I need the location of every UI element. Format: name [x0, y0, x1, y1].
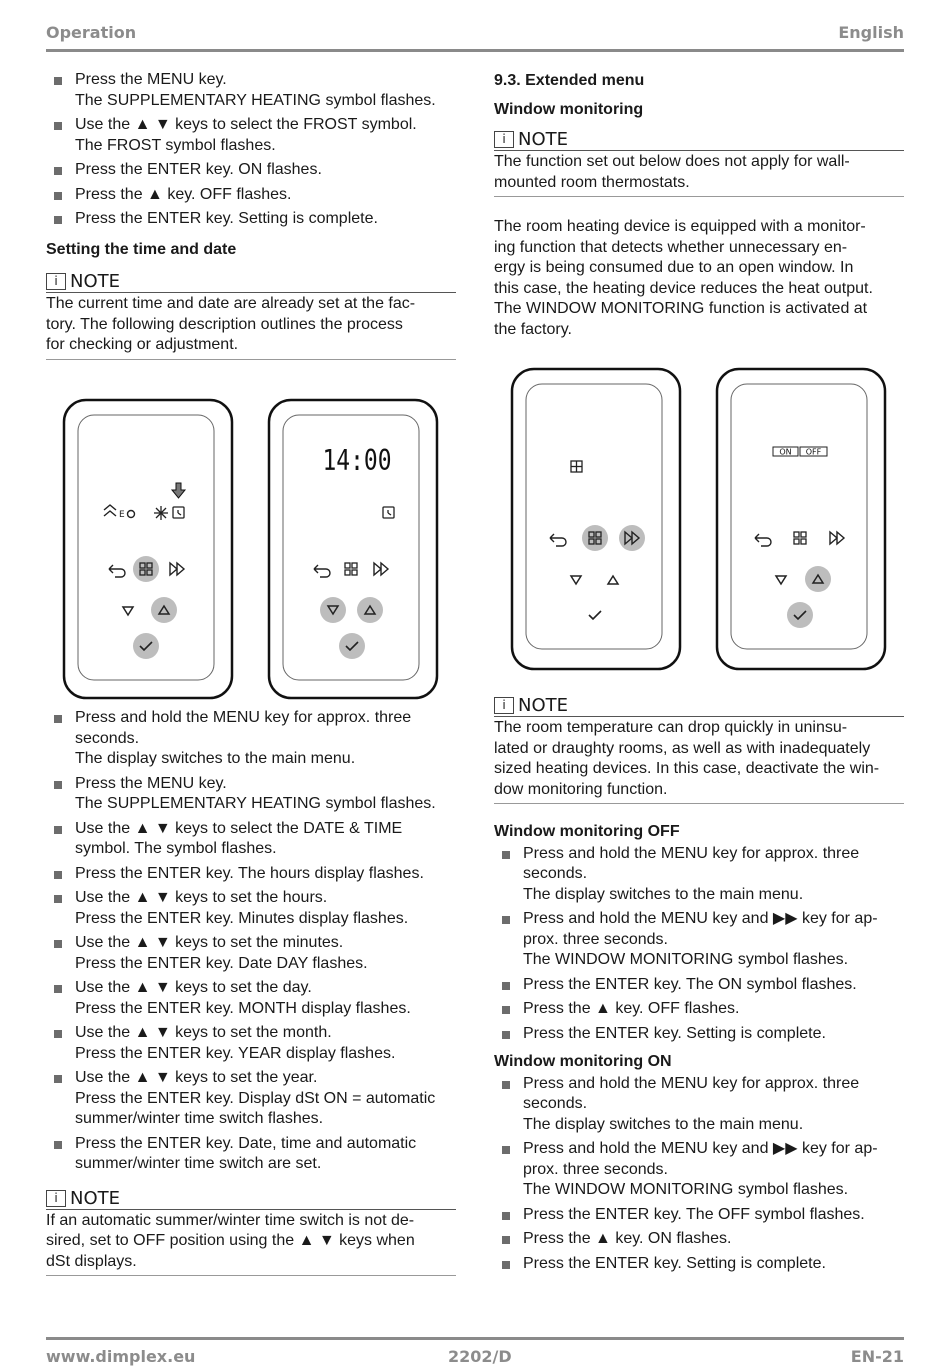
header-section: Operation: [46, 23, 137, 42]
step-item: [46, 1023, 456, 1064]
on-step-list: [494, 1074, 904, 1275]
header-language: English: [838, 23, 904, 42]
step-text-line: Press the ENTER key. MONTH display flashes.: [75, 999, 411, 1017]
up-button-pressed[interactable]: [357, 597, 383, 623]
step-text-line: The FROST symbol flashes.: [75, 136, 276, 154]
footer-page-number: EN-21: [850, 1347, 904, 1366]
text-line: for checking or adjustment.: [46, 336, 239, 353]
note-header: [494, 128, 904, 151]
footer-website: www.dimplex.eu: [46, 1347, 196, 1366]
step-item: [46, 1068, 456, 1130]
step-text-line: Press the ▲ key. OFF flashes.: [523, 1000, 740, 1017]
step-item: [46, 160, 456, 181]
step-item: [494, 1205, 904, 1226]
step-text-line: Press and hold the MENU key and ▶▶ key for ap-: [523, 1140, 878, 1157]
step-text-line: Press and hold the MENU key for approx. three: [523, 1074, 860, 1092]
on-off-indicator: [773, 447, 827, 457]
text-line: dow monitoring function.: [494, 780, 668, 798]
frost-step-list: [46, 70, 456, 230]
text-line: ergy is being consumed due to an open window. In: [494, 259, 854, 276]
note-title: NOTE: [70, 1187, 121, 1209]
step-item: [46, 209, 456, 230]
step-text-line: Press the ENTER key. Setting is complete.: [523, 1254, 826, 1272]
text-line: sired, set to OFF position using the ▲ ▼ keys when: [46, 1232, 415, 1249]
step-item: [46, 115, 456, 156]
step-text-line: Press the ENTER key. ON flashes.: [75, 161, 322, 178]
step-item: [46, 978, 456, 1019]
step-text-line: summer/winter time switch flashes.: [75, 1110, 324, 1127]
svg-text:E: E: [119, 510, 125, 520]
step-item: [494, 975, 904, 996]
step-text-line: Press and hold the MENU key for approx. three: [75, 709, 412, 726]
footer-doc-code: 2202/D: [448, 1347, 512, 1366]
step-item: [46, 819, 456, 860]
menu-button-pressed[interactable]: [133, 556, 159, 582]
note-header: [494, 694, 904, 717]
step-text-line: Press the ENTER key. YEAR display flashes.: [75, 1044, 396, 1062]
step-text-line: The WINDOW MONITORING symbol flashes.: [523, 951, 849, 968]
note-box: [46, 270, 456, 360]
step-text-line: Press the ENTER key. The hours display flashes.: [75, 864, 424, 882]
step-item: [494, 1229, 904, 1250]
frost-icon: [154, 506, 168, 520]
note-header: [46, 270, 456, 293]
note-title: NOTE: [518, 129, 569, 150]
window-monitoring-off-heading: Window monitoring OFF: [494, 823, 680, 840]
step-text-line: prox. three seconds.: [523, 1160, 668, 1178]
text-line: tory. The following description outlines the process: [46, 315, 403, 333]
note-header: [46, 1187, 456, 1210]
note-text: [494, 717, 904, 804]
on-label: ON: [779, 447, 792, 457]
step-text-line: seconds.: [523, 1095, 588, 1112]
window-monitoring-on-heading: Window monitoring ON: [494, 1053, 672, 1070]
thermostat-panel-window-symbol: [510, 367, 682, 671]
text-line: dSt displays.: [46, 1252, 137, 1270]
step-text-line: The WINDOW MONITORING symbol flashes.: [523, 1181, 849, 1198]
step-text-line: seconds.: [75, 729, 140, 747]
step-text-line: Press the ENTER key. Minutes display flashes.: [75, 909, 409, 927]
step-text-line: Press the MENU key.: [75, 71, 227, 88]
text-line: The current time and date are already set at the fac-: [46, 295, 416, 312]
text-line: mounted room thermostats.: [494, 173, 690, 191]
up-button-pressed[interactable]: [805, 566, 831, 592]
step-text-line: Use the ▲ ▼ keys to set the day.: [75, 979, 312, 996]
step-text-line: Press the ▲ key. ON flashes.: [523, 1230, 732, 1247]
text-line: The room temperature can drop quickly in uninsu-: [494, 719, 848, 736]
down-button-pressed[interactable]: [320, 597, 346, 623]
step-text-line: Use the ▲ ▼ keys to select the FROST symbol.: [75, 116, 417, 133]
step-item: [46, 70, 456, 111]
step-text-line: seconds.: [523, 865, 588, 882]
text-line: sized heating devices. In this case, deactivate the win-: [494, 760, 880, 777]
step-text-line: The display switches to the main menu.: [523, 885, 804, 903]
thermostat-panel-time: [267, 398, 439, 700]
thermostat-panel-on-off: [715, 367, 887, 671]
step-text-line: Press the ENTER key. Setting is complete.: [523, 1024, 826, 1042]
step-item: [494, 1074, 904, 1136]
off-label: OFF: [805, 447, 822, 457]
step-item: [46, 708, 456, 770]
time-date-heading: Setting the time and date: [46, 240, 237, 258]
time-display: 14:00: [322, 444, 392, 478]
text-line: The function set out below does not apply for wall-: [494, 153, 850, 170]
note-title: NOTE: [518, 695, 569, 716]
enter-button-pressed[interactable]: [133, 633, 159, 659]
step-text-line: prox. three seconds.: [523, 930, 668, 948]
step-text-line: Press the ENTER key. Display dSt ON = automatic: [75, 1089, 436, 1107]
info-icon: i: [494, 697, 514, 714]
step-text-line: Press the ▲ key. OFF flashes.: [75, 185, 292, 203]
page-footer: [46, 1337, 904, 1369]
step-item: [494, 1024, 904, 1045]
page-header: [46, 22, 904, 52]
step-text-line: Use the ▲ ▼ keys to set the month.: [75, 1024, 332, 1041]
enter-button-pressed[interactable]: [787, 602, 813, 628]
step-item: [46, 185, 456, 206]
text-line: lated or draughty rooms, as well as with inadequately: [494, 739, 871, 757]
text-line: If an automatic summer/winter time switch is not de-: [46, 1211, 415, 1229]
step-item: [46, 864, 456, 885]
step-item: [494, 999, 904, 1020]
step-item: [46, 774, 456, 815]
step-text-line: Use the ▲ ▼ keys to set the hours.: [75, 889, 328, 906]
step-text-line: Press the ENTER key. Date, time and automatic: [75, 1134, 417, 1152]
step-text-line: symbol. The symbol flashes.: [75, 840, 277, 857]
thermostat-panel-main-menu: [62, 398, 234, 700]
step-text-line: Press the ENTER key. Setting is complete.: [75, 210, 378, 227]
step-text-line: Use the ▲ ▼ keys to select the DATE & TIME: [75, 819, 403, 837]
note-text: [46, 1210, 456, 1277]
step-text-line: Press the ENTER key. Date DAY flashes.: [75, 954, 368, 972]
right-column-top: [494, 70, 904, 340]
note-text: [46, 293, 456, 360]
step-text-line: Press and hold the MENU key for approx. three: [523, 844, 860, 862]
note-box: [46, 1187, 456, 1277]
step-item: [494, 1254, 904, 1275]
step-text-line: Press the ENTER key. The OFF symbol flashes.: [523, 1205, 865, 1223]
step-item: [46, 888, 456, 929]
step-text-line: The display switches to the main menu.: [75, 750, 356, 767]
note-box: [494, 128, 904, 197]
step-text-line: The display switches to the main menu.: [523, 1115, 804, 1133]
section-heading: 9.3. Extended menu: [494, 72, 645, 89]
info-icon: i: [46, 273, 66, 290]
step-text-line: Press the ENTER key. The ON symbol flashes.: [523, 975, 857, 993]
enter-button-pressed[interactable]: [339, 633, 365, 659]
step-text-line: The SUPPLEMENTARY HEATING symbol flashes.: [75, 795, 436, 812]
step-item: [46, 1134, 456, 1175]
step-text-line: Press and hold the MENU key and ▶▶ key for ap-: [523, 910, 878, 927]
step-text-line: Press the MENU key.: [75, 774, 227, 792]
note-box: [494, 694, 904, 804]
text-line: The WINDOW MONITORING function is activated at: [494, 300, 868, 317]
text-line: ing function that detects whether unnecessary en-: [494, 238, 848, 256]
left-column-bottom: [46, 708, 456, 1276]
step-item: [494, 909, 904, 971]
window-monitoring-heading: Window monitoring: [494, 100, 644, 118]
note-text: [494, 151, 904, 197]
step-text-line: summer/winter time switch are set.: [75, 1155, 322, 1172]
text-line: the factory.: [494, 320, 572, 338]
info-icon: i: [46, 1190, 66, 1207]
step-text-line: The SUPPLEMENTARY HEATING symbol flashes.: [75, 91, 436, 109]
step-item: [46, 933, 456, 974]
menu-button-pressed[interactable]: [582, 525, 608, 551]
step-text-line: Use the ▲ ▼ keys to set the year.: [75, 1069, 318, 1086]
time-step-list: [46, 708, 456, 1175]
step-item: [494, 844, 904, 906]
window-monitoring-description: [494, 217, 904, 340]
step-text-line: Use the ▲ ▼ keys to set the minutes.: [75, 934, 344, 951]
step-item: [494, 1139, 904, 1201]
right-column-bottom: [494, 690, 904, 1278]
info-icon: i: [494, 131, 514, 148]
off-step-list: [494, 844, 904, 1045]
text-line: The room heating device is equipped with a monitor-: [494, 218, 866, 235]
note-title: NOTE: [70, 271, 121, 292]
text-line: this case, the heating device reduces the heat output.: [494, 279, 873, 297]
left-column-top: [46, 70, 456, 360]
up-button-pressed[interactable]: [151, 597, 177, 623]
